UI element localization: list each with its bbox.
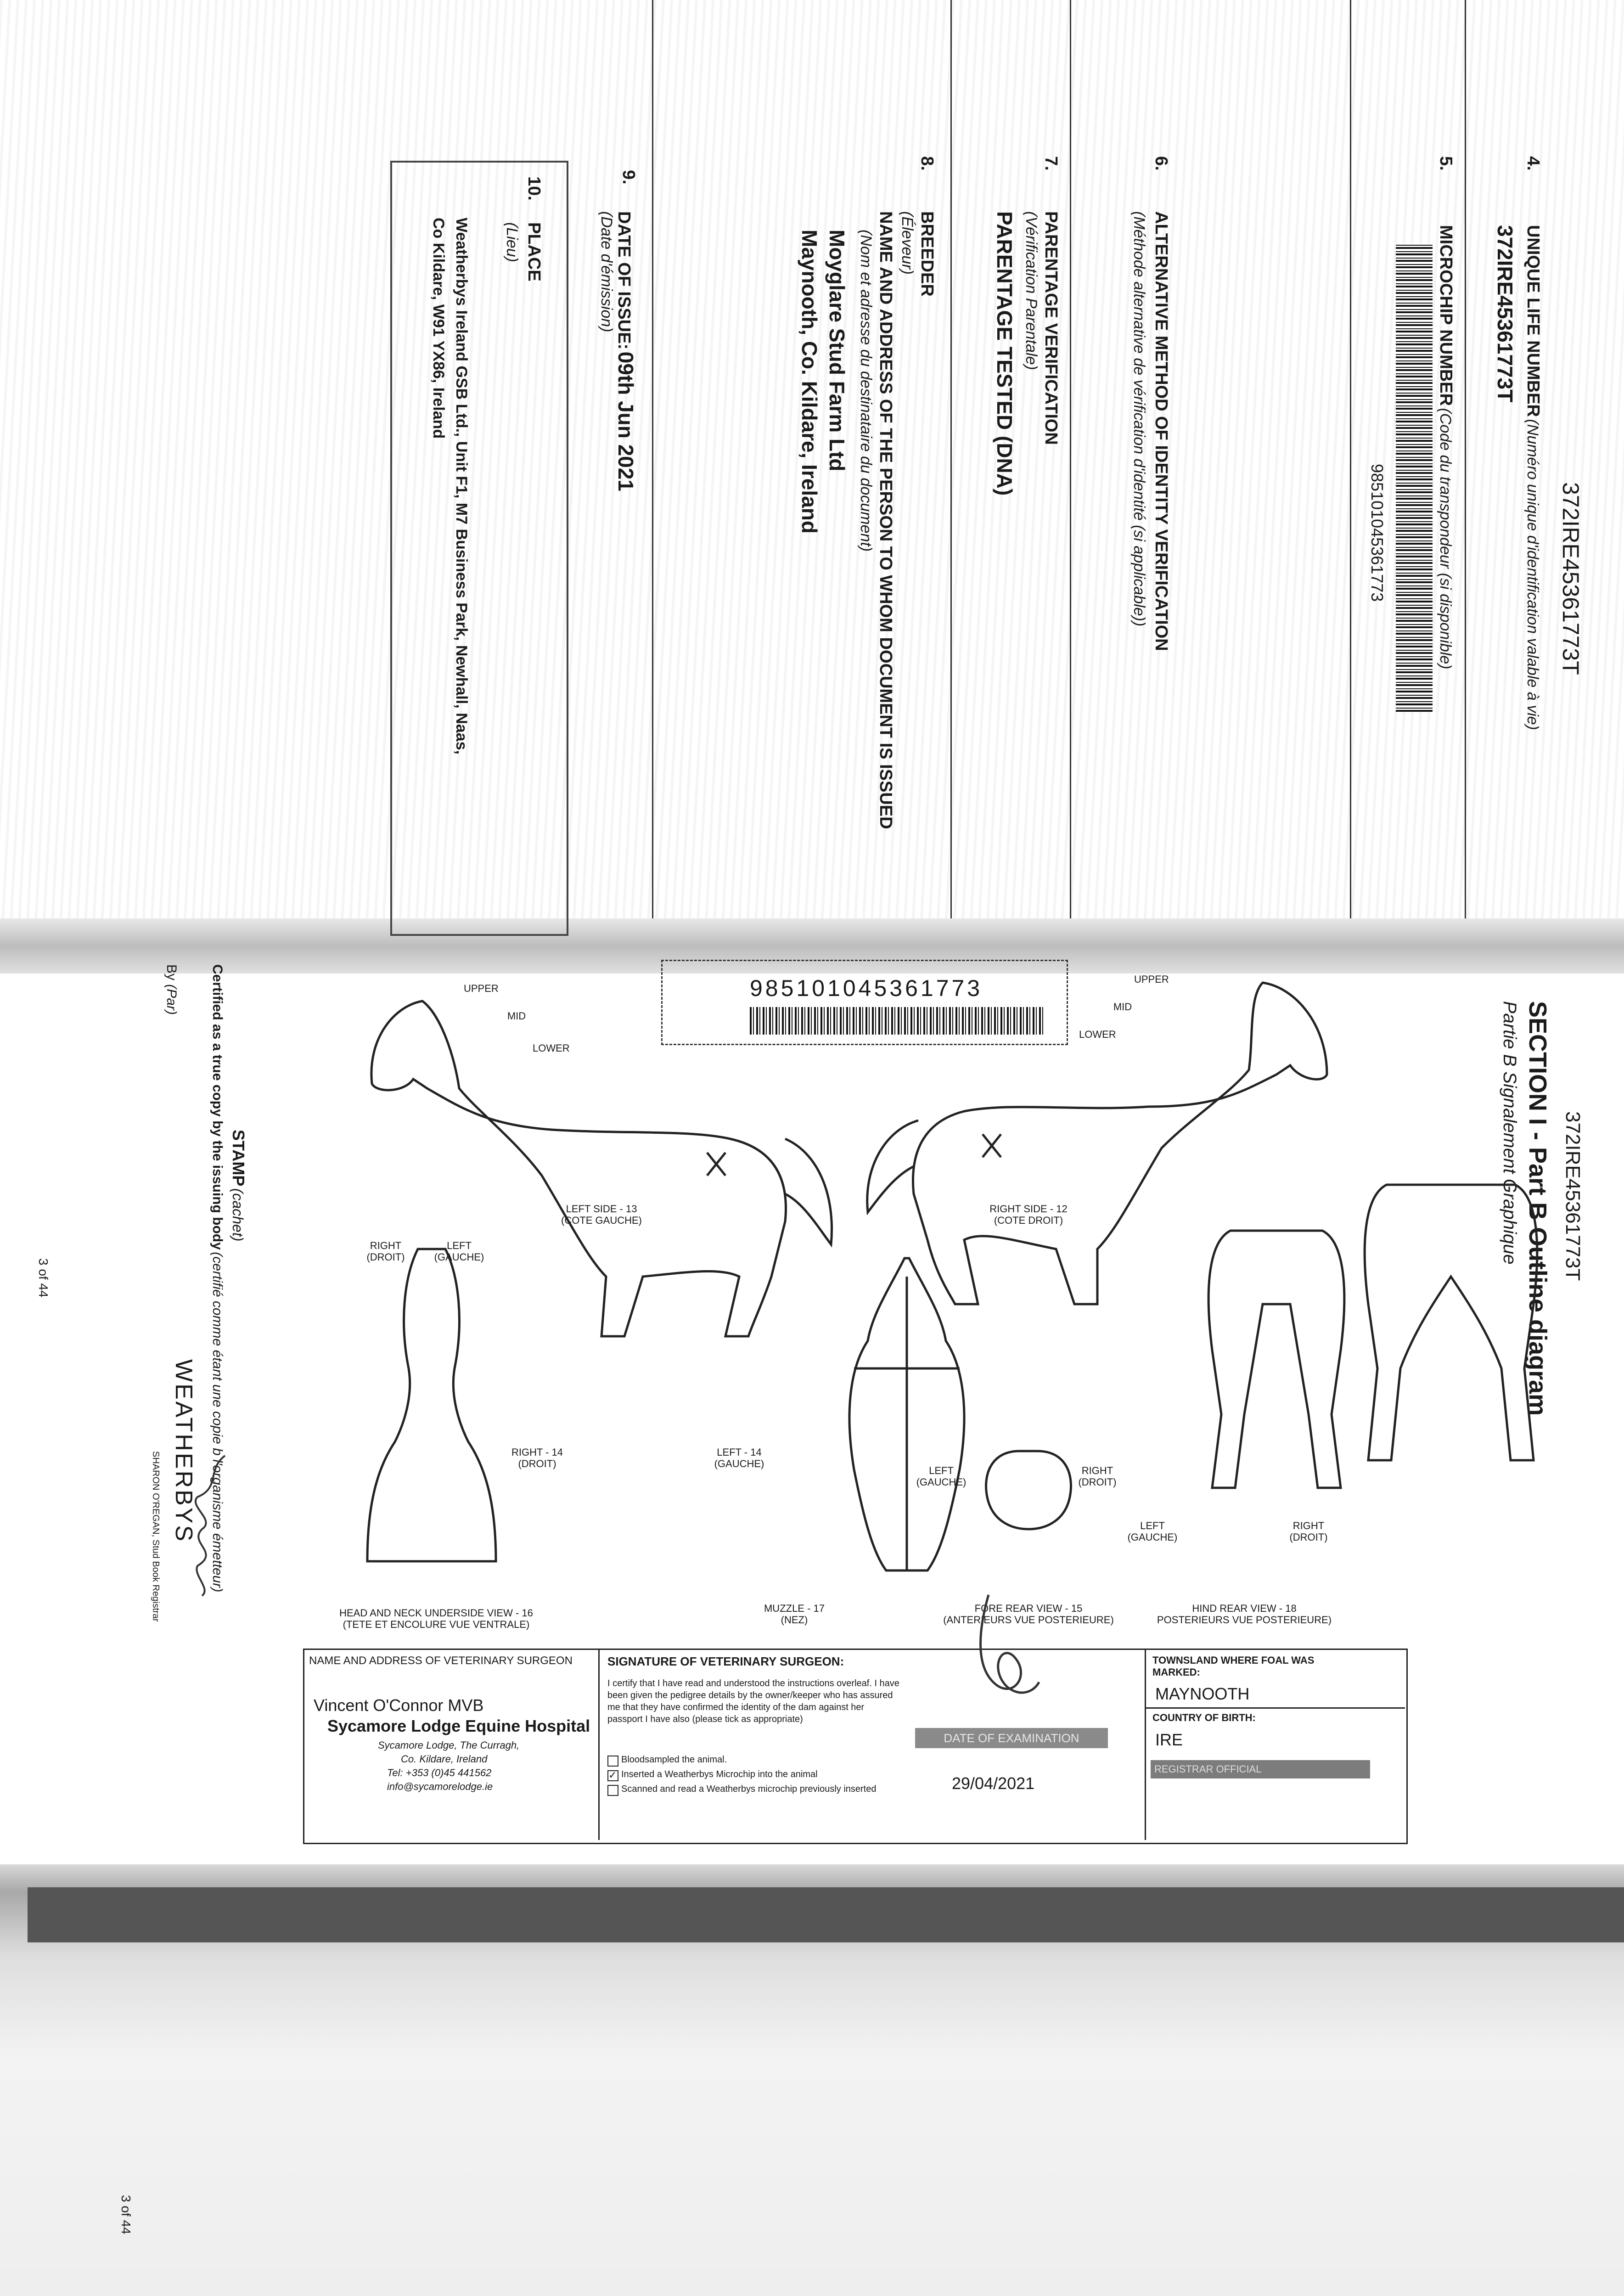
label-hind-right: RIGHT (DROIT) [1289, 1520, 1328, 1543]
vet-name-label: NAME AND ADDRESS OF VETERINARY SURGEON [309, 1654, 573, 1667]
page-number: 3 of 44 [119, 2195, 133, 2234]
label-neck-right: RIGHT (DROIT) [366, 1240, 405, 1263]
head-front-view [849, 1258, 964, 1570]
divider-8 [652, 0, 653, 918]
label-hind-rear: HIND REAR VIEW - 18 POSTERIEURS VUE POSTERIEURE) [1157, 1603, 1332, 1626]
townsland-value: MAYNOOTH [1155, 1684, 1250, 1703]
fore-rear-view [1208, 1231, 1344, 1488]
by-label: By [164, 964, 179, 981]
field-microchip-number [1368, 152, 1460, 932]
field-8-label2: NAME AND ADDRESS OF THE PERSON TO WHOM DOCUMENT IS ISSUED [876, 211, 895, 829]
field-5-label: MICROCHIP NUMBER [1436, 225, 1455, 406]
vet-name: Vincent O'Connor MVB [314, 1696, 484, 1715]
page-id: 372IRE45361773T [1558, 482, 1584, 675]
field-4-label-fr: (Numéro unique d'identification valable à vie) [1524, 419, 1541, 730]
divider-7 [950, 0, 952, 918]
page-edge-shadow [28, 1887, 1624, 1942]
field-9-number: 9. [619, 170, 638, 185]
certified-text-fr: (certifié comme étant une copie b l'organisme émetteur) [210, 1252, 225, 1593]
label-neck-left: LEFT (GAUCHE) [434, 1240, 484, 1263]
upper-id-header [1552, 482, 1589, 712]
microchip-barcode [1396, 243, 1433, 712]
section-barcode-text: 985101045361773 [750, 975, 983, 1001]
vet-name-box [304, 1650, 600, 1840]
country-label: COUNTRY OF BIRTH: [1152, 1712, 1256, 1723]
stamp-area [64, 955, 257, 2234]
label-mid-left: MID [507, 1010, 526, 1022]
place-line-2: Co Kildare, W91 YX86, Ireland [430, 218, 447, 439]
field-6-label: ALTERNATIVE METHOD OF IDENTITY VERIFICATION [1152, 211, 1171, 651]
label-left-head: LEFT - 14 (GAUCHE) [714, 1446, 764, 1470]
date-of-issue-value: 09th Jun 2021 [614, 351, 638, 491]
registrar-official-label: REGISTRAR OFFICIAL [1151, 1760, 1370, 1778]
vet-tel: Tel: +353 (0)45 441562 [387, 1767, 492, 1778]
opt1-label: Bloodsampled the animal. [621, 1755, 727, 1765]
field-4-labels [1523, 225, 1543, 730]
stamp-signatory: SHARON O'REGAN, Stud Book Registrar [151, 1451, 161, 1622]
field-8-label-fr: (Éleveur) [899, 211, 916, 275]
exam-date: 29/04/2021 [952, 1774, 1035, 1793]
field-alternative-identity [1102, 152, 1194, 932]
hind-rear-view [1365, 1185, 1537, 1460]
registrar-signature [179, 1451, 234, 1598]
field-breeder [771, 152, 946, 932]
label-left-side: LEFT SIDE - 13 (COTE GAUCHE) [561, 1203, 642, 1227]
field-7-number: 7. [1041, 156, 1061, 171]
field-place [390, 161, 568, 936]
vet-email: info@sycamorelodge.ie [387, 1781, 493, 1792]
weatherbys-logo: WEATHERBYS [170, 1359, 197, 1543]
field-9-label: DATE OF ISSUE: [614, 211, 634, 350]
label-upper-left: UPPER [464, 983, 499, 994]
page-number-visible: 3 of 44 [36, 1258, 51, 1298]
field-parentage-verification [969, 152, 1065, 932]
label-mid-right: MID [1113, 1001, 1132, 1013]
field-5-labels [1436, 225, 1455, 669]
divider-5 [1350, 0, 1351, 918]
label-fore-left: LEFT (GAUCHE) [916, 1465, 967, 1488]
vet-address-2: Co. Kildare, Ireland [401, 1753, 488, 1765]
exam-date-label: DATE OF EXAMINATION [915, 1728, 1108, 1748]
outline-diagram [275, 955, 1607, 1662]
by-label-fr: (Par) [164, 984, 179, 1015]
muzzle-view [986, 1451, 1071, 1529]
label-muzzle: MUZZLE - 17 (NEZ) [764, 1603, 825, 1626]
field-8-number: 8. [917, 156, 937, 171]
vet-signature [961, 1590, 1053, 1710]
field-8-label2-fr: (Nom et adresse du destinataire du document) [857, 230, 875, 552]
field-7-label-fr: (Vérification Parentale) [1023, 211, 1040, 370]
townsland-label: TOWNSLAND WHERE FOAL WAS MARKED: [1152, 1654, 1315, 1678]
head-neck-underside [367, 1249, 496, 1561]
country-value: IRE [1155, 1730, 1183, 1749]
stamp-label: STAMP [229, 1130, 248, 1187]
parentage-value: PARENTAGE TESTED (DNA) [993, 211, 1017, 496]
breeder-address: Maynooth, Co. Kildare, Ireland [798, 230, 821, 534]
field-6-number: 6. [1152, 156, 1171, 171]
field-date-of-issue [583, 165, 647, 946]
opt3-label: Scanned and read a Weatherbys microchip previously inserted [621, 1784, 877, 1794]
field-10-label: PLACE [524, 222, 544, 281]
microchip-barcode-text: 985101045361773 [1368, 464, 1387, 602]
field-unique-life-number [1492, 152, 1547, 932]
divider-6 [1070, 0, 1071, 918]
vet-hospital: Sycamore Lodge Equine Hospital [327, 1716, 590, 1735]
divider-4 [1465, 0, 1466, 918]
by-line [163, 964, 179, 1015]
stamp-line [229, 1130, 248, 1241]
section-subtitle: Partie B Signalement Graphique [1500, 1001, 1520, 1265]
field-10-number: 10. [524, 176, 544, 201]
left-side-horse [371, 1001, 832, 1336]
field-7-label: PARENTAGE VERIFICATION [1041, 211, 1061, 445]
field-9-line [613, 211, 638, 491]
certified-text: Certified as a true copy by the issuing body [210, 964, 225, 1250]
unique-life-number-value: 372IRE45361773T [1493, 225, 1517, 403]
label-hind-left: LEFT (GAUCHE) [1127, 1520, 1178, 1543]
place-line-1: Weatherbys Ireland GSB Ltd., Unit F1, M7 Business Park, Newhall, Naas, [453, 218, 470, 754]
opt3-checkbox[interactable] [607, 1785, 618, 1796]
section-title: SECTION I - Part B Outline diagram [1524, 1001, 1551, 1416]
label-head-neck: HEAD AND NECK UNDERSIDE VIEW - 16 (TETE ET ENCOLURE VUE VENTRALE) [339, 1607, 533, 1631]
label-fore-rear: FORE REAR VIEW - 15 (ANTERIEURS VUE POSTERIEURE) [943, 1603, 1114, 1626]
field-9-label-fr: (Date d'émission) [598, 211, 615, 332]
label-upper-right: UPPER [1134, 974, 1169, 985]
townsland-divider [1146, 1707, 1405, 1709]
field-8-label: BREEDER [917, 211, 937, 297]
opt2-label: Inserted a Weatherbys Microchip into the animal [621, 1769, 818, 1779]
townsland-box [1145, 1650, 1405, 1840]
field-4-label: UNIQUE LIFE NUMBER [1523, 225, 1543, 417]
field-4-number: 4. [1523, 156, 1543, 171]
field-6-label-fr: (Méthode alternative de vérification d'identité (si applicable)) [1130, 211, 1148, 627]
vet-signature-label: SIGNATURE OF VETERINARY SURGEON: [607, 1654, 844, 1668]
label-fore-right: RIGHT (DROIT) [1078, 1465, 1117, 1488]
vet-details-panel [303, 1649, 1408, 1844]
opt2-checkbox[interactable]: ✓ [607, 1770, 618, 1781]
label-lower-left: LOWER [533, 1042, 570, 1054]
vet-certify-text: I certify that I have read and understood the instructions overleaf. I have been given the pedigree details by the owner/keeper who has assured me that they have confirmed the identity of the dam against her passport I have also (please tick as appropriate) [607, 1678, 899, 1724]
label-lower-right: LOWER [1079, 1029, 1116, 1040]
opt1-checkbox[interactable] [607, 1756, 618, 1767]
field-5-number: 5. [1436, 156, 1455, 171]
section-id: 372IRE45361773T [1562, 1111, 1584, 1281]
label-right-side: RIGHT SIDE - 12 (COTE DROIT) [989, 1203, 1068, 1227]
vet-address-1: Sycamore Lodge, The Curragh, [378, 1739, 520, 1751]
vet-signature-box [603, 1650, 1140, 1840]
label-right-head: RIGHT - 14 (DROIT) [511, 1446, 563, 1470]
field-10-label-fr: (Lieu) [503, 222, 521, 262]
stamp-label-fr: (cachet) [230, 1188, 246, 1242]
field-5-label-fr: (Code du transpondeur (si disponible) [1437, 408, 1454, 670]
breeder-name: Moyglare Stud Farm Ltd [825, 230, 849, 472]
